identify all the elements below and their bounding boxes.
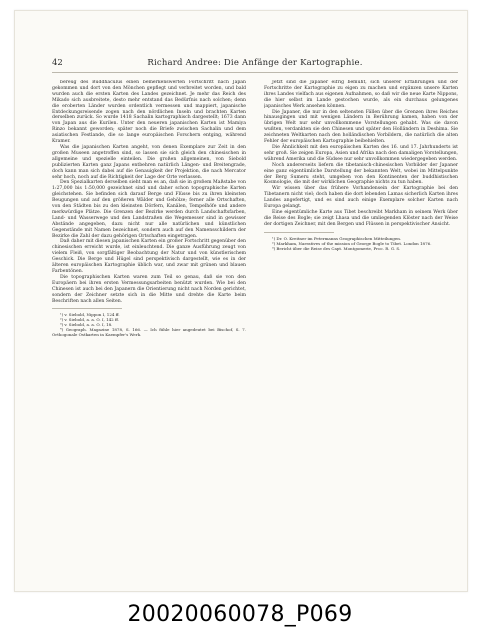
- paragraph: Was die japanischen Karten angeht, von denen Exemplare zur Zeit in den großen Museen angetroffen sind, so lassen sie sich gleich den chinesischen in allgemeine und spezielle einteilen. Die großen allgemeinen, von Siebold publizierten Karten ganz Japans entbehren natürlich Längen- und Breitengrade, doch kann man sich dabei auf die Genauigkeit der Projektion, die nach Mercator sehr hoch, noch auf die Richtigkeit der Lage der Orte verlassen.: [52, 144, 246, 180]
- running-head: Richard Andree: Die Anfänge der Kartographie.: [147, 58, 363, 68]
- header-rule: [52, 72, 458, 73]
- footnote: ³) v. Siebold, a. a. O. I, 18.: [60, 322, 113, 328]
- footnote: ¹) v. Siebold, Nippon I, 124 ff.: [60, 312, 120, 318]
- paragraph: Noch andererseits liefern die tibetanisch-chinesischen Vorbilder der Japaner eine ganz eigentümliche Darstellung der bekannten Welt, wobei im Mittelpunkte der Berg Sumeru steht, umgeben von den Kontinenten der buddhistischen Kosmologie, die mit der wirklichen Geographie nichts zu tun haben.: [264, 162, 458, 186]
- paragraph: Die Japaner, die nur in den seltensten Fällen über die Grenzen ihres Reiches hinausgingen und mit wenigen Ländern in Berührung kamen, haben von der übrigen Welt nur sehr unvollkommene Vorstellungen gehabt. Was sie davon wußten, verdankten sie den Chinesen und später den Holländern in Deshima. Sie zeichneten Weltkarten nach den holländischen Vorbildern, die natürlich die alten Fehler der europäischen Kartographie beibehielten.: [264, 109, 458, 145]
- footnote: ³) Bericht über die Reise des Capt. Montgomerie, Proc. R. G. S.: [272, 245, 401, 251]
- footnote: ²) v. Siebold, a. a. O. I, 142 ff.: [60, 317, 119, 323]
- paragraph: Den Spezialkarten derselben sieht man es an, daß sie in großem Maßstabe von 1:27,000 bis 1:50,000 gezeichnet sind und daher schon topographische Karten gleichstehen. Sie befinden sich darauf Berge und Flüsse bis zu ihren kleinsten Beugungen und auf den größeren Wälder und Gehölze; ferner alle Ortschaften, von den Städten bis zu den kleinsten Dörfern, Kanälen, Tempelhöfe und andere merkwürdige Plätze. Die Grenzen der Bezirke werden durch Landschaftsfarben, Land- und Wasserwege und den Landstraßen die Wegemesser sind in gewisser Abstände angegeben, dazu nicht nur alle natürlichen und künstlichen Gegenstände mit Namen bezeichnet, sondern auch auf den Namensschildern der Bezirke die Zahl der dazu gehörigen Ortschaften eingetragen.: [52, 180, 246, 239]
- page-header: [52, 58, 458, 72]
- paragraph: bereug des Buddhaculus einen bemerkenswerten Fortschritt nach Japan gekommen und dort von den Mönchen gepflegt und verbreitet worden, und bald wurden auch die ersten Karten des Landes gezeichnet. Je mehr das Reich des Mikado sich ausbreitete, desto mehr entstand das Bedürfnis nach solchen; denn die eroberten Länder wurden ordentlich vermessen und mappiert, japanische Entdeckungsreisende zogen nach den nördlichen Inseln und brachten Karten derselben zurück. So wurde 1418 Sachalin kartographisch dargestellt; 1673 dann von Japan aus die Kurilen. Unter den neueren japanischen Karten ist Mamiya Rinzo bekannt geworden; später noch die Briefe zwischen Sachalin und dem asiatischen Festlande, die so lange europäischen Forschern entging, während Kramer.: [52, 80, 246, 145]
- paragraph: Eine eigentümliche Karte aus Tibet beschreibt Markham in seinem Werk über die Reise des Bogle; sie zeigt Lhasa und die umliegenden Klöster nach der Weise der dortigen Zeichner, mit den Bergen und Flüssen in perspektivischer Ansicht.: [264, 209, 458, 227]
- footnote-rule: [52, 308, 122, 309]
- paragraph: Die Ähnlichkeit mit den europäischen Karten des 16. und 17. Jahrhunderts ist sehr groß. Sie zeigen Europa, Asien und Afrika nach den damaligen Vorstellungen, während Amerika und die Südsee nur sehr unvollkommen wiedergegeben werden.: [264, 144, 458, 162]
- image-caption: 20020060078_P069: [127, 602, 353, 627]
- right-column: [264, 80, 458, 580]
- footnote: ⁴) Geograph. Magazine 1878, S. 166. — Ich fühle hier angedeutet bei Bischof, S. 7. Orthogonale Ostkarten in Kaempfer's Werk.: [52, 327, 246, 338]
- caption-area: [0, 596, 480, 640]
- paragraph: Die topographischen Karten waren zum Teil so genau, daß sie von den Europäern bei ihren ersten Vermessungsarbeiten benützt wurden. Wie bei den Chinesen ist auch bei den Japanern die Orientierung nicht nach Norden gerichtet, sondern der Zeichner setzte sich in die Mitte und drehte die Karte beim Beschriften nach allen Seiten.: [52, 274, 246, 304]
- left-column: [52, 80, 246, 580]
- document-page: [52, 58, 458, 580]
- footnote: ²) Markham, Narratives of the mission of George Bogle to Tibet. London 1876.: [272, 240, 432, 246]
- scanned-page: [14, 10, 468, 592]
- paragraph: Jetzt sind die Japaner eifrig bemüht, sich unserer Erfahrungen und der Fortschritte der Kartographie zu eigen zu machen und ergänzen unsere Karten ihres Landes vielfach aus eigenen Aufnahmen, so daß wir die neue Karte Nippons, die hier selbst im Lande gestochen wurde, als ein durchaus gelungenes japanisches Werk ansehen können.: [264, 80, 458, 109]
- footnote-rule: [264, 232, 334, 233]
- paragraph: Daß daher mit diesen japanischen Karten ein großer Fortschritt gegenüber den chinesischen erreicht wurde, ist einleuchtend. Die ganze Ausführung zeugt von vielem Fleiß, von sorgfältiger Beobachtung der Natur und von künstlerischem Geschick. Die Berge und Hügel sind perspektivisch dargestellt, wie es in der älteren europäischen Kartographie üblich war, und zwar mit grünen und blauen Farbentönen.: [52, 239, 246, 274]
- paragraph: Wir wissen über das frühere Vorhandensein der Kartographie bei den Tibetanern nicht viel; doch haben die dort lebenden Lamas sicherlich Karten ihres Landes angefertigt, und es sind auch einige Exemplare solcher Karten nach Europa gelangt.: [264, 186, 458, 210]
- footnote: ¹) Dr. O. Kreitner im Petermanns Geographischen Mitteilungen.: [272, 235, 402, 241]
- page-number: 42: [52, 58, 63, 68]
